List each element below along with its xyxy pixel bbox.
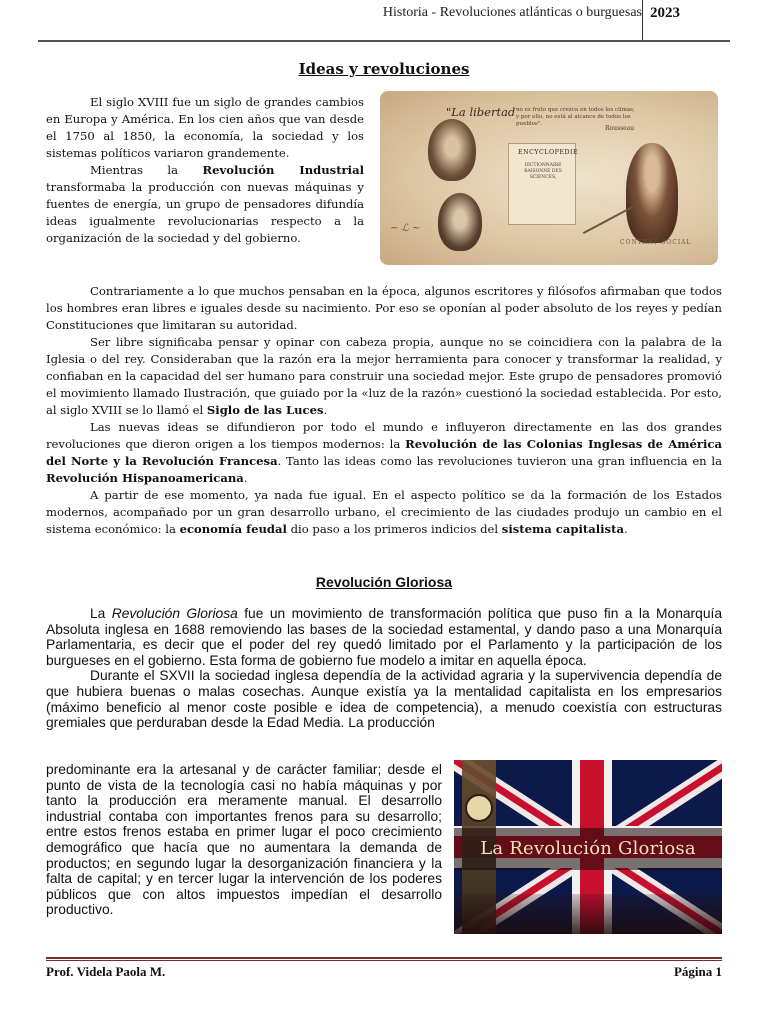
term-revolucion-gloriosa: Revolución Gloriosa bbox=[111, 606, 238, 621]
section-title-ideas: Ideas y revoluciones bbox=[298, 60, 470, 78]
term-economia-feudal: economía feudal bbox=[179, 522, 287, 536]
term-siglo-luces: Siglo de las Luces bbox=[206, 403, 324, 417]
enlightenment-illustration bbox=[380, 91, 718, 265]
image-title: La Revolución Gloriosa bbox=[480, 838, 696, 859]
page-header bbox=[0, 0, 768, 44]
illustration-caption: CONTRAT SOCIAL bbox=[620, 239, 692, 246]
illustration-quote-author: Rousseau bbox=[605, 125, 635, 132]
clock-icon bbox=[465, 794, 493, 822]
revolucion-gloriosa-image bbox=[454, 760, 722, 934]
portrait-philosopher-1 bbox=[428, 119, 476, 181]
paragraph-gloriosa: La Revolución Gloriosa fue un movimiento de transformación política que puso fin a la Monarquía Absoluta inglesa en 1688 removiendo las bases de la sociedad estamental, y dando paso a una Monarquía Parlamentaria, es decir que el poder del rey quedó limitado por el Parlamento y la participación de los burgueses en el gobierno. Esta forma de gobierno fue modelo a imitar en aquella época. bbox=[46, 606, 722, 668]
paragraph-libertad: Contrariamente a lo que muchos pensaban en la época, algunos escritores y filósofos afirmaban que todos los hombres eran libres e iguales desde su nacimiento. Por eso se oponían al poder absoluto de los reyes y pedían Constituciones que limitaran su autoridad. bbox=[46, 284, 722, 332]
portrait-rousseau bbox=[626, 143, 678, 243]
footer-page-number: Página 1 bbox=[673, 964, 722, 979]
footer-author: Prof. Videla Paola M. bbox=[46, 964, 166, 979]
footer-rule-thin bbox=[46, 960, 722, 961]
paragraph-razon: Ser libre significaba pensar y opinar con cabeza propia, aunque no se coincidiera con la palabra de la Iglesia o del rey. Consideraban que la razón era la mejor herramienta para conocer y transformar la realidad, y confiaban en la capacidad del ser humano para construir una sociedad mejor. Este grupo de pensadores promovió el movimiento llamado Ilustración, que guiado por la «luz de la razón» cuestionó la sociedad establecida. Por esto, al siglo XVIII se lo llamó el Siglo de las Luces. bbox=[46, 335, 722, 417]
term-revoluciones: Revolución de las Colonias Inglesas de América del Norte y la Revolución Francesa bbox=[46, 437, 722, 468]
term-revolucion-industrial: Revolución Industrial bbox=[202, 163, 364, 177]
gloriosa-text bbox=[46, 606, 722, 731]
term-hispanoamericana: Revolución Hispanoamericana bbox=[46, 471, 244, 485]
paragraph-intro: El siglo XVIII fue un siglo de grandes cambios en Europa y América. En los cien años que van desde el 1750 al 1850, la economía, la sociedad y los sistemas políticos variaron grandemente. bbox=[46, 95, 364, 160]
header-year: 2023 bbox=[650, 5, 680, 21]
term-sistema-capitalista: sistema capitalista bbox=[501, 522, 624, 536]
header-divider bbox=[642, 0, 643, 42]
illustration-quote: "La libertad bbox=[446, 105, 516, 119]
header-title: Historia - Revoluciones atlánticas o burguesas bbox=[382, 5, 642, 20]
paragraph-produccion: predominante era la artesanal y de carácter familiar; desde el punto de vista de la tecnología casi no había máquinas y por tanto la producción era meramente manual. El desarrollo industrial contaba con importantes frenos para su desarrollo; entre estos frenos estaba en primer lugar el poco crecimiento demográfico que hacía que no aumentara la demanda de productos; en segundo lugar la desorganización financiera y la falta de capital; y en tercer lugar la intervención de los poderes públicos que con altos impuestos impedían el desarrollo productivo. bbox=[46, 762, 442, 918]
intro-column bbox=[46, 94, 364, 247]
paragraph-estados-modernos: A partir de ese momento, ya nada fue igual. En el aspecto político se da la formación de los Estados modernos, acompañado por un gran desarrollo urbano, el crecimiento de las ciudades produjo un cambio en el sistema económico: la economía feudal dio paso a los primeros indicios del sistema capitalista. bbox=[46, 488, 722, 536]
illustration-quote-rest: no es fruto que crezca en todos los climas, y por ello, no está al alcance de todos los pueblos". bbox=[516, 107, 635, 127]
encyclopedie-subtitle: DICTIONNAIRE RAISONNÉ DES SCIENCES, bbox=[524, 163, 562, 180]
section-title-gloriosa: Revolución Gloriosa bbox=[315, 574, 453, 590]
paragraph-industrial: Mientras la Revolución Industrial transformaba la producción con nuevas máquinas y fuentes de energía, un grupo de pensadores difundía ideas igualmente revolucionarias respecto a la organización de la sociedad y del gobierno. bbox=[46, 163, 364, 245]
encyclopedie-title: ENCYCLOPEDIE bbox=[518, 149, 579, 156]
paragraph-sociedad-inglesa: Durante el SXVII la sociedad inglesa dependía de la actividad agraria y la supervivencia dependía de que hubiera buenas o malas cosechas. Aunque existía ya la mentalidad capitalista en los empresarios (máximo beneficio al menor coste posible e idea de competencia), a menudo coexistía con estructuras gremiales que perduraban desde la Edad Media. La producción bbox=[46, 668, 722, 731]
header-rule bbox=[38, 40, 730, 42]
footer-rule bbox=[46, 957, 722, 959]
quill-icon bbox=[583, 206, 633, 234]
main-text-ideas bbox=[46, 283, 722, 538]
paragraph-revoluciones: Las nuevas ideas se difundieron por todo el mundo e influyeron directamente en las dos grandes revoluciones que dieron origen a los tiempos modernos: la Revolución de las Colonias Inglesas de América del Norte y la Revolución Francesa. Tanto las ideas como las revoluciones tuvieron una gran influencia en la Revolución Hispanoamericana. bbox=[46, 420, 722, 485]
signature-icon: ~ ℒ ~ bbox=[390, 223, 421, 234]
portrait-philosopher-2 bbox=[438, 193, 482, 251]
